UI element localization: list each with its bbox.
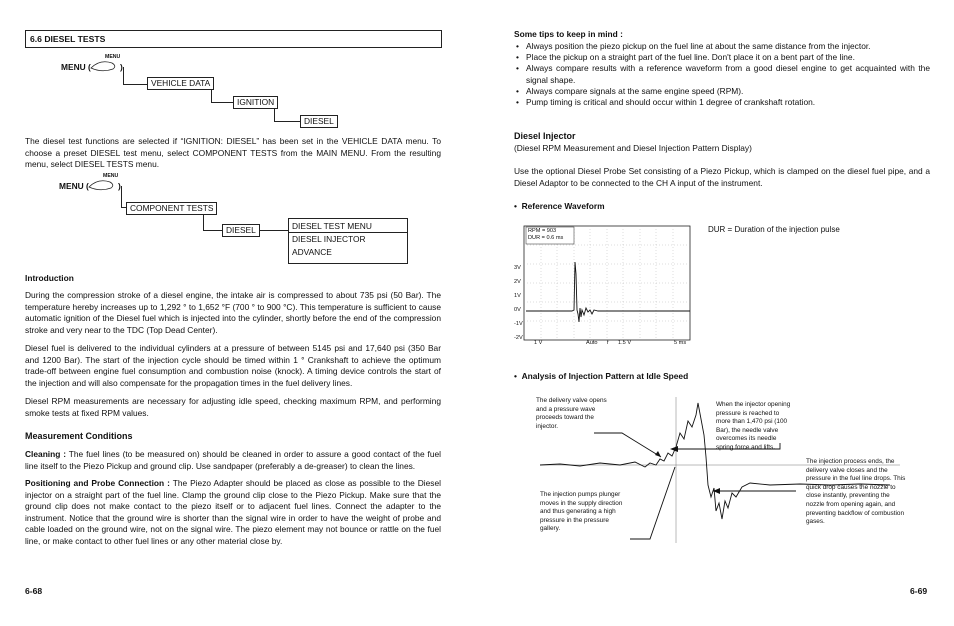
bullet: • [514,371,522,381]
tip-item: • Pump timing is critical and should occur within 1 degree of crankshaft rotation. [514,97,930,108]
callout-injection-ends: The injection process ends, the delivery valve closes and the pressure in the fuel line drops. This quick drop causes the nozzle to close instantly, preventing the nozzle from opening again, and preventing backflow of combustion gases. [806,458,906,526]
tips-list [514,41,930,108]
scope-y-label: -1V [514,321,523,327]
scope-dur: DUR = 0.6 ms [528,235,564,241]
scope-footer-trigger: f [607,340,609,346]
injector-subheading: (Diesel RPM Measurement and Diesel Injection Pattern Display) [514,143,752,153]
reference-waveform-heading [514,201,605,211]
intro-paragraph-2: During the compression stroke of a diesel engine, the intake air is compressed to about 735 psi (50 Bar). The temperature hereby increases up to 1,292 ° to 1,652 °F (700 ° to 900 °C). This temperature is sufficient to cause automatic ignition of the Diesel fuel which is injected into the cylinder, shortly before the end of the compression stroke and very near to the TDC (Top Dead Center). [25,290,441,335]
injection-pattern-figure [530,393,930,553]
positioning-label: Positioning and Probe Connection : [25,478,170,488]
ignition-box: IGNITION [233,96,278,109]
scope-footer-mode: Auto [586,340,598,346]
component-tests-box: COMPONENT TESTS [126,202,217,215]
scope-y-label: 1V [514,293,521,299]
section-title-box [25,30,442,48]
scope-footer-level: 1.5 V [618,340,632,346]
positioning-text: The Piezo Adapter should be placed as close as possible to the Diesel injector on a straight part of the fuel line. Clamp the ground clip close to the Piezo Pickup. Make sure that the ground clip does not make contact to the piezo itself or to adjacent fuel lines. Connect the adapter to the instrument. Notice that the ground wire is shorter than the signal wire in order to have the weight of probe and cable loaded on the ground wire, not on the signal wire. The piezo element may not bounce or rattle on the fuel line, or make contact to other fuel lines or any other material close by. [25,478,441,546]
menu-item-title: DIESEL TEST MENU [289,219,407,233]
diesel-box-1: DIESEL [300,115,338,128]
scope-display [514,222,694,348]
callout-injector-opening: When the injector opening pressure is reached to more than 1,470 psi (100 Bar), the needle valve overcomes its needle spring force and lifts. [716,401,791,451]
intro-paragraph-4: Diesel RPM measurements are necessary for adjusting idle speed, checking maximum RPM, and performing smoke tests at fixed RPM values. [25,396,441,418]
scope-footer-volts: 1 V [534,340,543,346]
tip-item: • Always position the piezo pickup on the fuel line at about the same distance from the injector. [514,41,930,52]
callout-pump-plunger: The injection pumps plunger moves in the supply direction and thus generating a high pressure in the pressure gallery. [540,491,623,533]
diesel-test-menu-box [288,218,408,264]
menu-close-1: ) [120,62,123,72]
cleaning-paragraph [25,449,441,472]
menu-key-icon [88,54,120,74]
menu-close-2: ) [118,181,121,191]
menu-key-icon [86,173,118,193]
tip-item: • Place the pickup on a straight part of the fuel line. Don't place it on a bent part of the line. [514,52,930,63]
page-number-left: 6-68 [25,586,43,596]
cleaning-text: The fuel lines (to be measured on) should be cleaned in order to assure a good contact of the fuel line itself to the Piezo Pickup and ground clip. Use sandpaper (preferably a de-greaser) to clean the lines. [25,449,441,471]
vehicle-data-box: VEHICLE DATA [147,77,214,90]
diesel-box-2: DIESEL [222,224,260,237]
positioning-paragraph [25,478,441,548]
menu-label-2: MENU ( [59,181,89,191]
scope-y-label: 2V [514,279,521,285]
menu-label-1: MENU ( [61,62,91,72]
analysis-label: Analysis of Injection Pattern at Idle Speed [521,371,689,381]
tip-item: • Always compare signals at the same engine speed (RPM). [514,86,930,97]
menu-key-label: MENU [103,173,119,179]
intro-paragraph-3: Diesel fuel is delivered to the individual cylinders at a pressure of between 5145 psi and 17,640 psi (350 Bar and 1200 Bar). The start of the injection cycle should be timed within 1 ° Crankshaft to achieve the optimum trade-off between engine fuel consumption and combustion noise (knock). A timing device controls the start of the injection and will also compensate for the propagation times in the fuel delivery lines. [25,343,441,388]
introduction-heading: Introduction [25,273,74,283]
dur-note: DUR = Duration of the injection pulse [708,225,840,234]
cleaning-label: Cleaning : [25,449,67,459]
bullet: • [514,201,522,211]
menu-item-injector: DIESEL INJECTOR [292,234,366,244]
scope-y-label: -2V [514,335,523,341]
callout-delivery-valve: The delivery valve opens and a pressure wave proceeds toward the injector. [536,397,607,430]
measurement-heading: Measurement Conditions [25,431,133,441]
section-title: 6.6 DIESEL TESTS [30,34,106,44]
scope-y-label: 3V [514,265,521,271]
page-number-right: 6-69 [910,586,928,596]
tips-heading: Some tips to keep in mind : [514,29,623,39]
reference-waveform-label: Reference Waveform [521,201,605,211]
tip-item: • Always compare results with a reference waveform from a good diesel engine to get acquainted with the signal shape. [514,63,930,85]
injector-paragraph: Use the optional Diesel Probe Set consisting of a Piezo Pickup, which is clamped on the diesel fuel pipe, and a Diesel Adaptor to be connected to the CH A input of the instrument. [514,166,930,188]
scope-y-label: 0V [514,307,521,313]
menu-item-advance: ADVANCE [292,247,332,257]
intro-paragraph-1: The diesel test functions are selected if “IGNITION: DIESEL” has been set in the VEHICLE DATA menu. To choose a preset DIESEL test menu, select COMPONENT TESTS from the MAIN MENU. From the resulting menu, select DIESEL TESTS menu. [25,136,441,170]
analysis-heading [514,371,688,381]
scope-rpm: RPM = 903 [528,228,557,234]
scope-footer-time: 5 ms [674,340,687,346]
injector-heading: Diesel Injector [514,131,576,141]
menu-key-label: MENU [105,54,121,60]
